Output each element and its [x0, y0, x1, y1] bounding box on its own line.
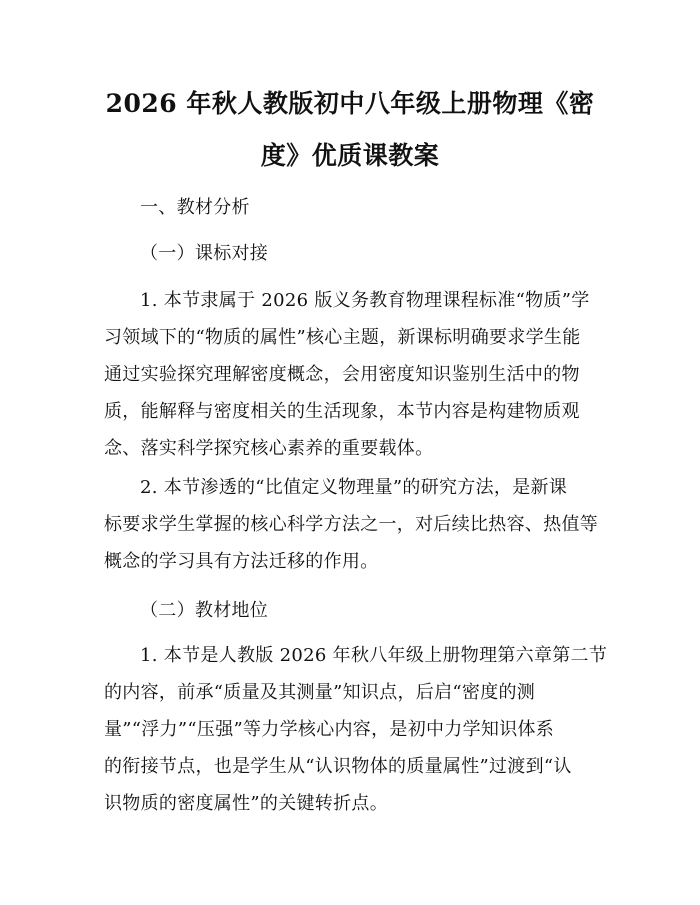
paragraph-line: 1. 本节是人教版 2026 年秋八年级上册物理第六章第二节 — [140, 645, 608, 666]
subsection-heading-1: （一）课标对接 — [140, 243, 269, 264]
paragraph-line: 2. 本节渗透的“比值定义物理量”的研究方法，是新课 — [140, 477, 568, 498]
paragraph-line: 量”“浮力”“压强”等力学核心内容，是初中力学知识体系 — [104, 719, 555, 740]
paragraph-line: 质，能解释与密度相关的生活现象，本节内容是构建物质观 — [104, 401, 580, 422]
paragraph-line: 的衔接节点，也是学生从“认识物体的质量属性”过渡到“认 — [104, 756, 572, 777]
section-heading-1: 一、教材分析 — [140, 197, 250, 218]
paragraph-2 — [104, 469, 598, 580]
paragraph-line: 通过实验探究理解密度概念，会用密度知识鉴别生活中的物 — [104, 364, 580, 385]
title-line-1: 2026 年秋人教版初中八年级上册物理《密 — [105, 89, 595, 118]
paragraph-line: 的内容，前承“质量及其测量”知识点，后启“密度的测 — [104, 682, 536, 703]
paragraph-line: 念、落实科学探究核心素养的重要载体。 — [104, 438, 434, 459]
paragraph-line: 习领域下的“物质的属性”核心主题，新课标明确要求学生能 — [104, 327, 581, 348]
subsection-heading-2: （二）教材地位 — [140, 600, 269, 621]
paragraph-line: 标要求学生掌握的核心科学方法之一，对后续比热容、热值等 — [104, 514, 599, 535]
paragraph-line: 概念的学习具有方法迁移的作用。 — [104, 551, 379, 572]
paragraph-line: 1. 本节隶属于 2026 版义务教育物理课程标准“物质”学 — [140, 290, 590, 311]
title-line-2: 度》优质课教案 — [260, 141, 440, 170]
document-title — [0, 78, 700, 182]
paragraph-3 — [104, 637, 607, 822]
paragraph-1 — [104, 282, 590, 467]
paragraph-line: 识物质的密度属性”的关键转折点。 — [104, 793, 389, 814]
